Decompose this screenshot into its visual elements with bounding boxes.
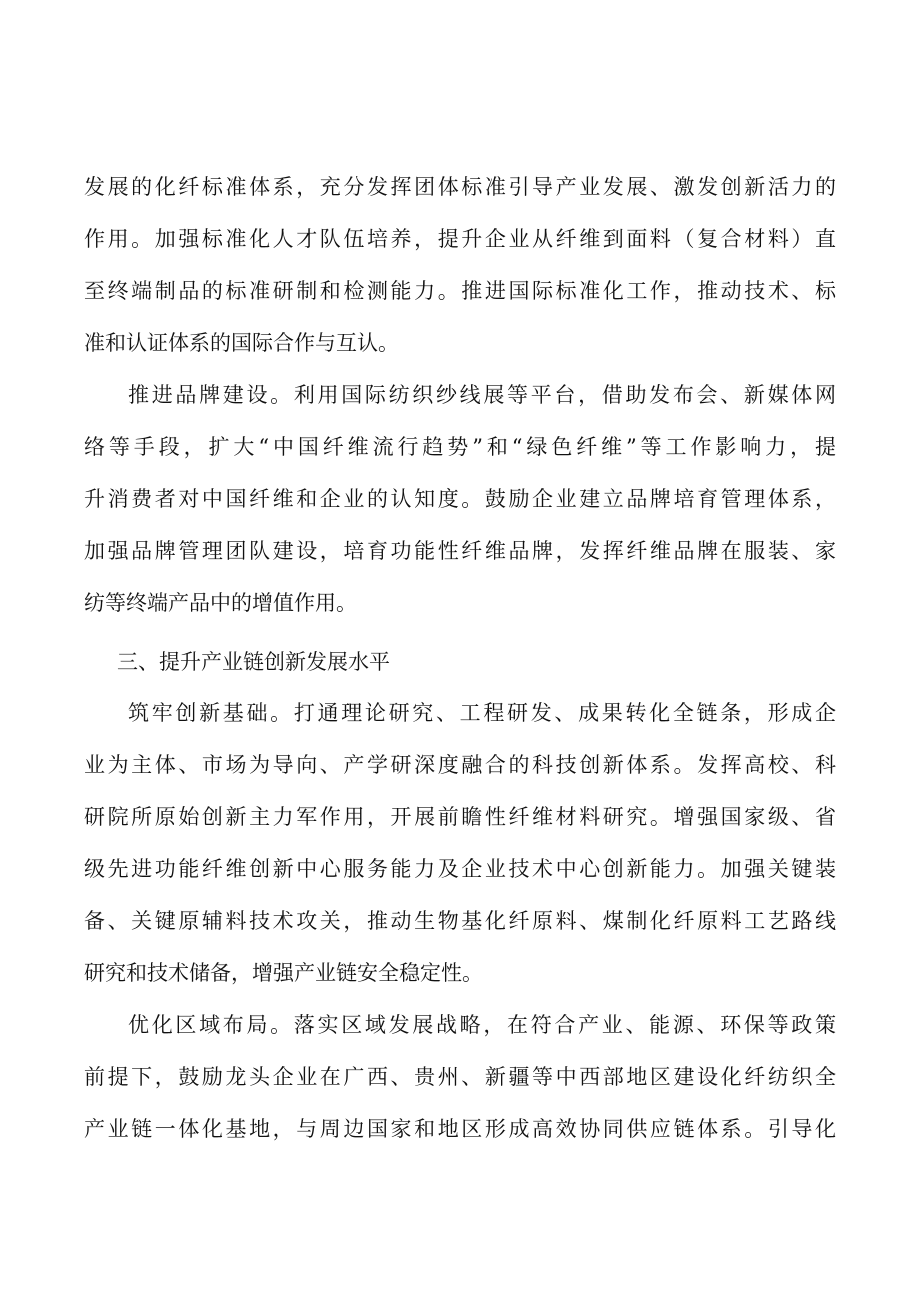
text-line: 络等手段，扩大“中国纤维流行趋势”和“绿色纤维”等工作影响力，提	[84, 435, 836, 459]
text-line: 研究和技术储备，增强产业链安全稳定性。	[84, 961, 483, 985]
text-line: 业为主体、市场为导向、产学研深度融合的科技创新体系。发挥高校、科	[84, 753, 836, 777]
text-line: 产业链一体化基地，与周边国家和地区形成高效协同供应链体系。引导化	[84, 1117, 836, 1141]
text-line: 研院所原始创新主力军作用，开展前瞻性纤维材料研究。增强国家级、省	[84, 805, 836, 829]
text-line: 至终端制品的标准研制和检测能力。推进国际标准化工作，推动技术、标	[84, 279, 836, 303]
text-line: 纺等终端产品中的增值作用。	[84, 591, 357, 615]
text-line: 前提下，鼓励龙头企业在广西、贵州、新疆等中西部地区建设化纤纺织全	[84, 1065, 836, 1089]
text-line: 发展的化纤标准体系，充分发挥团体标准引导产业发展、激发创新活力的	[84, 175, 836, 199]
text-line: 级先进功能纤维创新中心服务能力及企业技术中心创新能力。加强关键装	[84, 857, 836, 881]
text-line: 作用。加强标准化人才队伍培养，提升企业从纤维到面料（复合材料）直	[84, 227, 836, 251]
text-line: 备、关键原辅料技术攻关，推动生物基化纤原料、煤制化纤原料工艺路线	[84, 909, 836, 933]
text-line: 升消费者对中国纤维和企业的认知度。鼓励企业建立品牌培育管理体系，	[84, 487, 836, 511]
paragraph-first-line: 筑牢创新基础。打通理论研究、工程研发、成果转化全链条，形成企	[128, 701, 836, 725]
text-line: 准和认证体系的国际合作与互认。	[84, 331, 399, 355]
section-heading: 三、提升产业链创新发展水平	[117, 650, 390, 674]
paragraph-first-line: 推进品牌建设。利用国际纺织纱线展等平台，借助发布会、新媒体网	[128, 383, 836, 407]
text-line: 加强品牌管理团队建设，培育功能性纤维品牌，发挥纤维品牌在服装、家	[84, 539, 836, 563]
paragraph-first-line: 优化区域布局。落实区域发展战略，在符合产业、能源、环保等政策	[128, 1013, 836, 1037]
